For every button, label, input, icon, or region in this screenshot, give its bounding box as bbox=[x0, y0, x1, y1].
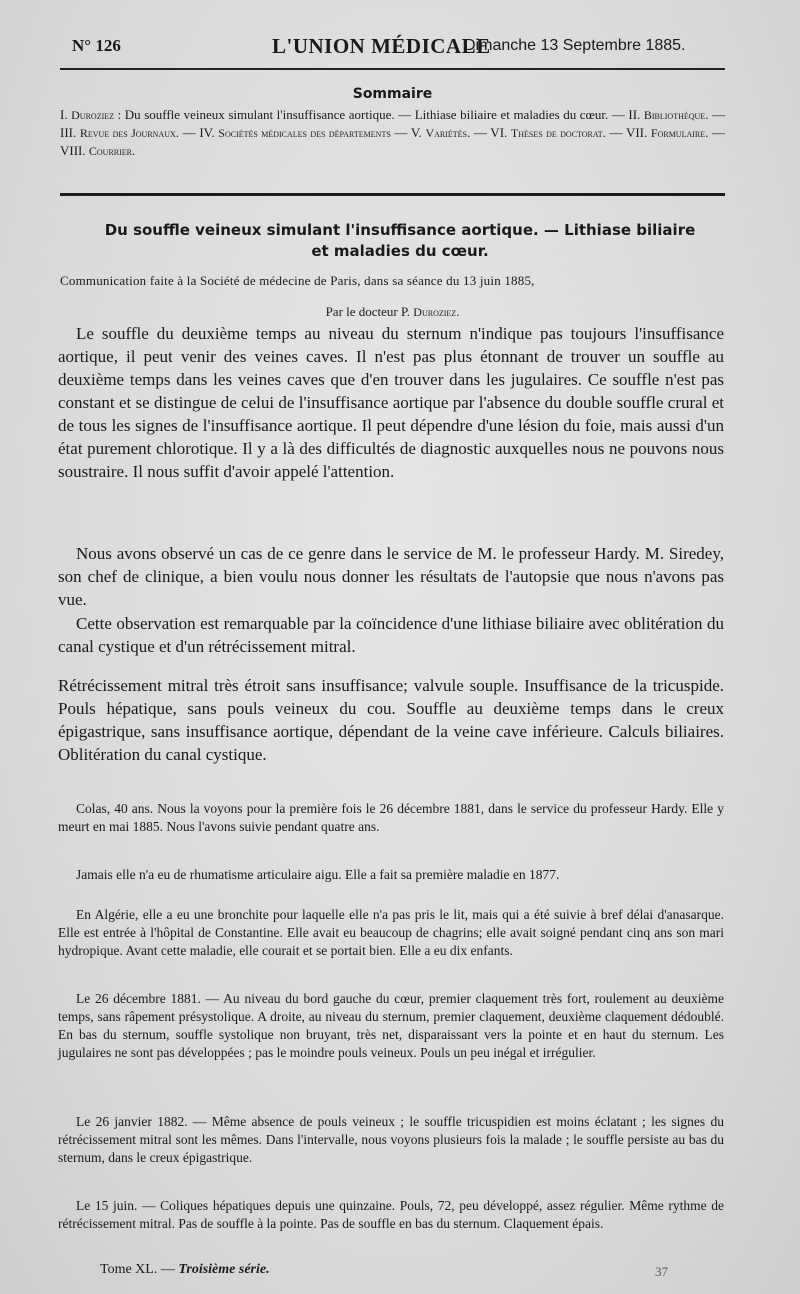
paragraph-observation: Nous avons observé un cas de ce genre dans le service de M. le professeur Hardy. M. Siredey, son chef de clinique, a bien voulu nous donner les résultats de l'autopsie que nous n'avons pas vue. bbox=[58, 544, 724, 609]
sommaire-end: . bbox=[132, 143, 136, 158]
header-rule bbox=[60, 68, 725, 70]
case-paragraph-1: Colas, 40 ans. Nous la voyons pour la première fois le 26 décembre 1881, dans le service du professeur Hardy. Elle y meurt en mai 1885. Nous l'avons suivie pendant quatre ans. bbox=[58, 801, 724, 834]
sommaire-contents: I. Duroziez : Du souffle veineux simulant l'insuffisance aortique. — Lithiase biliaire et maladies du cœur. — II. Bibliothèque. — III. Revue des Journaux. — IV. Sociétés médicales des départements — V. Variétés. — VI. Thèses de doctorat. — VII. Formulaire. — VIII. Courrier. bbox=[60, 107, 726, 158]
page-number: 37 bbox=[655, 1264, 668, 1279]
page-footer bbox=[100, 1262, 700, 1282]
issue-number: N° 126 bbox=[72, 36, 121, 55]
sommaire-sep: . — VI. bbox=[467, 125, 511, 140]
case-paragraph-3: En Algérie, elle a eu une bronchite pour laquelle elle n'a pas pris le lit, mais qui a été suivie à bref délai d'anasarque. Elle est entrée à l'hôpital de Constantine. Elle avait eu beaucoup de chagrins; elle avait soigné pendant cinq ans son mari hydropique. Avant cette maladie, elle courait et se portait bien. Elle a eu dix enfants. bbox=[58, 907, 724, 958]
sommaire-sep: . — III. bbox=[60, 107, 725, 140]
paragraph-summary: Rétrécissement mitral très étroit sans insuffisance; valvule souple. Insuffisance de la tricuspide. Pouls hépatique, sans pouls veineux du cou. Souffle au deuxième temps dans le creux épigastrique, sans insuffisance aortique, dépendant de la veine cave inférieure. Calculs biliaires. Oblitération du canal cystique. bbox=[58, 676, 724, 764]
journal-title: L'UNION MÉDICALE bbox=[272, 34, 491, 58]
sommaire-item-6: Thèses de doctorat bbox=[510, 126, 603, 140]
author-prefix: Par le docteur P. bbox=[325, 304, 414, 319]
page-header bbox=[72, 34, 722, 64]
sommaire-item-2: Bibliothèque bbox=[643, 108, 706, 122]
article-title-line-2: et maladies du cœur. bbox=[311, 242, 489, 260]
case-paragraph-6: Le 15 juin. — Coliques hépatiques depuis une quinzaine. Pouls, 72, peu développé, assez régulier. Même rythme de rétrécissement mitral. Pas de souffle à la pointe. Pas de souffle en bas du sternum. Claquement épais. bbox=[58, 1198, 724, 1231]
paragraph-remarkable: Cette observation est remarquable par la coïncidence d'une lithiase biliaire avec oblitération du canal cystique et d'un rétrécissement mitral. bbox=[58, 614, 724, 656]
sommaire-item-1: : Du souffle veineux simulant l'insuffisance aortique. — Lithiase biliaire et maladies du cœur. — II. bbox=[114, 107, 644, 122]
issue-date: Dimanche 13 Septembre 1885. bbox=[464, 37, 686, 54]
sommaire-sep: . — VIII. bbox=[60, 125, 726, 158]
sommaire-title: Sommaire bbox=[352, 86, 433, 102]
case-paragraph-5: Le 26 janvier 1882. — Même absence de pouls veineux ; le souffle tricuspidien est moins éclatant ; les signes du rétrécissement mitral sont les mêmes. Dans l'intervalle, nous voyons plusieurs fois la malade ; le souffle persiste au bas du sternum, dans le creux épigastrique. bbox=[58, 1114, 724, 1165]
sommaire-item-8: Courrier bbox=[88, 144, 133, 158]
article-title-line-1: Du souffle veineux simulant l'insuffisance aortique. — Lithiase biliaire bbox=[104, 221, 696, 239]
sommaire-sep: . — VII. bbox=[602, 125, 651, 140]
tome-label: Tome XL. — bbox=[100, 1262, 179, 1277]
article-title bbox=[70, 220, 730, 262]
sommaire-sep: — V. bbox=[390, 125, 426, 140]
sommaire-item-7: Formulaire bbox=[650, 126, 706, 140]
case-paragraph-2: Jamais elle n'a eu de rhumatisme articulaire aigu. Elle a fait sa première maladie en 1877. bbox=[76, 867, 560, 882]
sommaire-item-4: Sociétés médicales des départements bbox=[218, 126, 391, 140]
author-name: Duroziez bbox=[413, 305, 457, 319]
sommaire-item-3: Revue des Journaux bbox=[79, 126, 176, 140]
sommaire-rule bbox=[60, 193, 725, 196]
communication-note: Communication faite à la Société de médecine de Paris, dans sa séance du 13 juin 1885, bbox=[60, 273, 535, 288]
author-line bbox=[60, 304, 725, 320]
author-suffix: . bbox=[456, 304, 460, 319]
sommaire-sep: . — IV. bbox=[175, 125, 219, 140]
sommaire-author: Duroziez bbox=[71, 108, 115, 122]
sommaire-item-5: Variétés bbox=[425, 126, 468, 140]
case-paragraph-4: Le 26 décembre 1881. — Au niveau du bord gauche du cœur, premier claquement très fort, roulement au deuxième temps, sans râpement présystolique. A droite, au niveau du sternum, premier claquement, deuxième claquement dédoublé. En bas du sternum, souffle systolique non bruyant, très net, disparaissant vers la pointe et en haut du sternum. Les jugulaires ne sont pas développées ; pas le moindre pouls veineux. Pouls un peu inégal et irrégulier. bbox=[58, 991, 724, 1060]
paragraph-intro: Le souffle du deuxième temps au niveau du sternum n'indique pas toujours l'insuffisance aortique, il peut venir des veines caves. Il n'est pas plus étonnant de trouver un souffle au deuxième temps dans les veines caves que d'en trouver dans les jugulaires. Ce souffle n'est pas constant et se distingue de celui de l'insuffisance aortique par l'absence du double souffle crural et de tous les signes de l'insuffisance aortique. Il peut dépendre d'une lésion du foie, mais aussi d'un état purement chlorotique. Il y a là des difficultés de diagnostic auxquelles nous ne pouvons nous soustraire. Il nous suffit d'avoir appelé l'attention. bbox=[58, 324, 724, 481]
series-label: Troisième série. bbox=[178, 1262, 270, 1277]
